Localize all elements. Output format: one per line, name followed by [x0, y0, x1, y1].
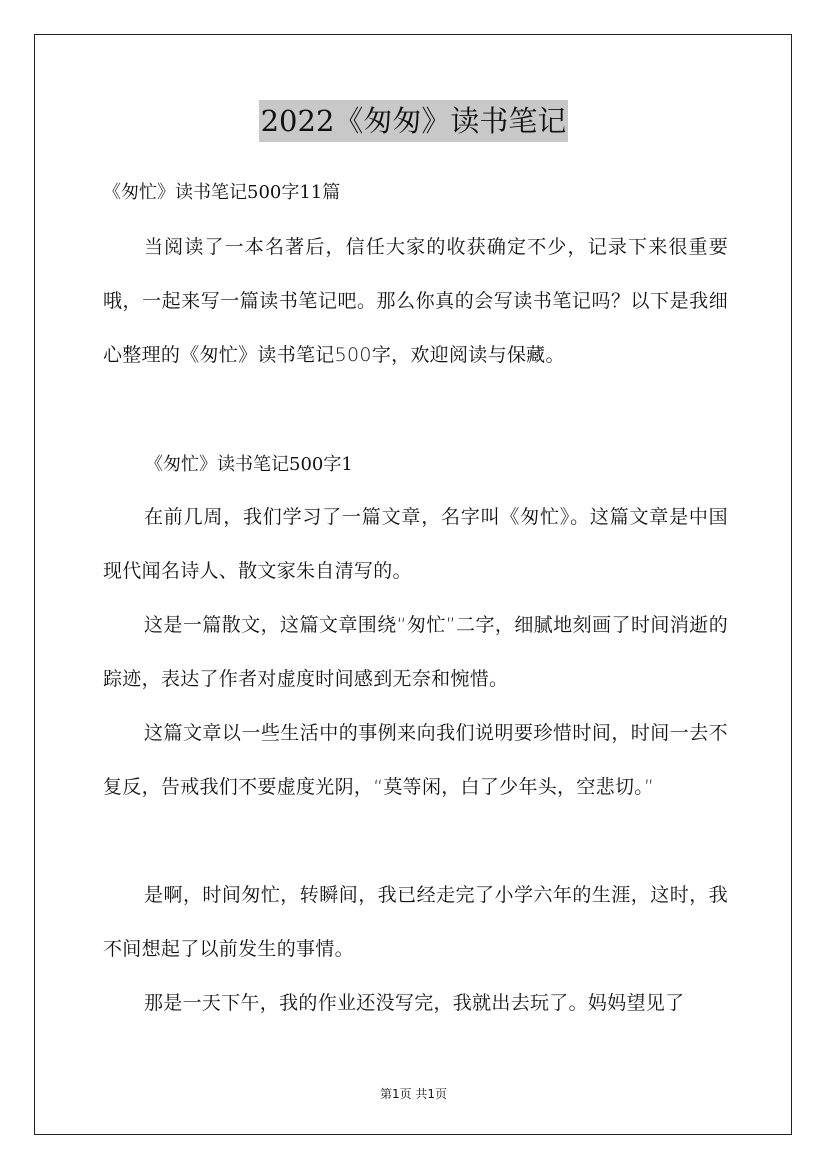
- body-paragraph-1: 在前几周，我们学习了一篇文章，名字叫《匆忙》。这篇文章是中国现代闻名诗人、散文家朱自清写的。: [103, 506, 728, 582]
- intro-paragraph: 当阅读了一本名著后，信任大家的收获确定不少，记录下来很重要哦，一起来写一篇读书笔记吧。那么你真的会写读书笔记吗？以下是我细心整理的《匆忙》读书笔记500字，欢迎阅读与保藏。: [103, 236, 728, 366]
- document-title: 2022《匆匆》读书笔记: [259, 100, 569, 142]
- document-subtitle: 《匆忙》读书笔记500字11篇: [103, 182, 341, 203]
- body-paragraph-4: 是啊，时间匆忙，转瞬间，我已经走完了小学六年的生涯，这时，我不间想起了以前发生的事情。: [103, 884, 728, 960]
- body-paragraph-3: 这篇文章以一些生活中的事例来向我们说明要珍惜时间，时间一去不复反，告戒我们不要虚度光阴，“莫等闲，白了少年头，空悲切。”: [103, 722, 728, 798]
- title-container: [0, 100, 827, 142]
- section-heading: 《匆忙》读书笔记500字1: [145, 454, 353, 475]
- body-paragraph-2: 这是一篇散文，这篇文章围绕“匆忙”二字，细腻地刻画了时间消逝的踪迹，表达了作者对虚度时间感到无奈和惋惜。: [103, 614, 728, 690]
- page-footer: 第1页 共1页: [379, 1087, 448, 1101]
- body-paragraph-5: 那是一天下午，我的作业还没写完，我就出去玩了。妈妈望见了: [144, 992, 685, 1014]
